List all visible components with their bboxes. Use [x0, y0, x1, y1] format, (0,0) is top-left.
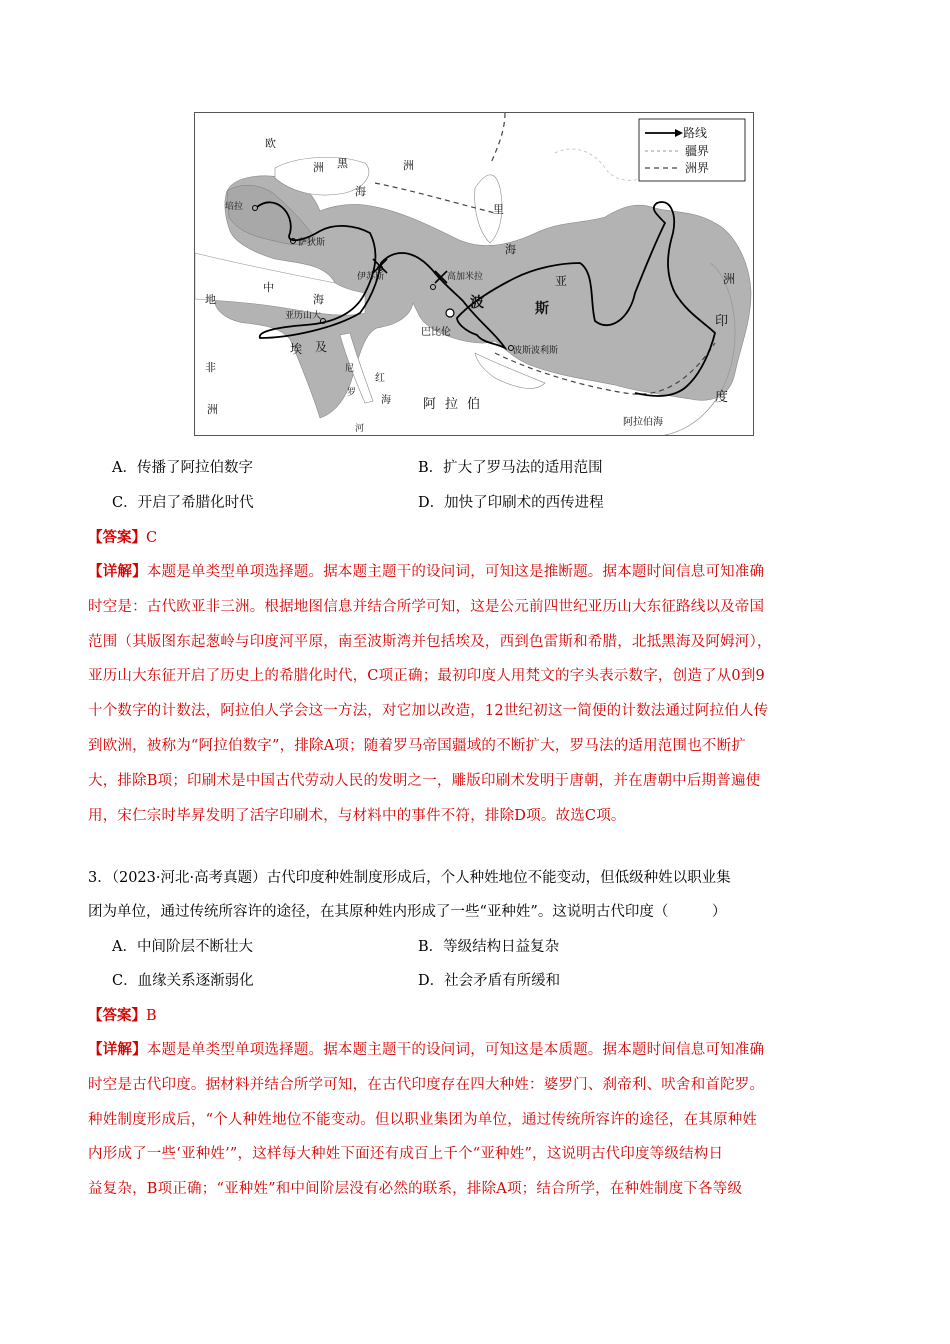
answer-value: B	[146, 1008, 157, 1024]
explanation-line: 大，排除B项；印刷术是中国古代劳动人民的发明之一，雕版印刷术发明于唐朝，并在唐朝中后期普遍使	[88, 772, 761, 789]
label-europe-2: 洲	[313, 161, 324, 174]
label-med-2: 中	[263, 281, 274, 294]
explanation-line: 范围（其版图东起葱岭与印度河平原，南至波斯湾并包括埃及，西到色雷斯和希腊，北抵黑海及阿姆河），	[88, 633, 772, 650]
label-arabia-1: 阿	[423, 397, 437, 412]
label-europe-3: 洲	[403, 159, 414, 172]
label-nile-2: 罗	[347, 388, 357, 398]
q3-stem-line-2: 团为单位，通过传统所容许的途径，在其原种姓内形成了一些“亚种姓”。这说明古代印度（ ）	[88, 904, 727, 920]
map-drawing	[195, 113, 753, 435]
explanation-line: 时空是：古代欧亚非三洲。根据地图信息并结合所学可知，这是公元前四世纪亚历山大东征路线以及帝国	[88, 598, 765, 615]
explanation-line: 到欧洲，被称为“阿拉伯数字”，排除A项；随着罗马帝国疆域的不断扩大，罗马法的适用范围也不断扩	[88, 737, 746, 754]
q3-answer	[88, 1006, 157, 1026]
label-persia-1: 波	[470, 295, 484, 311]
q3-stem-line-1: 3．（2023·河北·高考真题）古代印度种姓制度形成后，个人种姓地位不能变动，但低级种姓以职业集	[88, 870, 731, 886]
explanation-tag: 【详解】	[88, 1041, 147, 1058]
label-persia-2: 斯	[535, 301, 549, 317]
label-med-3: 海	[313, 293, 324, 306]
label-africa-2: 洲	[207, 403, 218, 416]
q3-option-a: A．中间阶层不断壮大	[112, 939, 253, 955]
label-asia-2: 洲	[723, 272, 736, 286]
explanation-line: 益复杂，B项正确；“亚种姓”和中间阶层没有必然的联系，排除A项；结合所学，在种姓制度下各等级	[88, 1181, 743, 1198]
label-india-2: 度	[715, 390, 729, 405]
label-india-1: 印	[715, 314, 729, 329]
label-caspian-1: 里	[493, 203, 504, 216]
label-egypt-2: 及	[315, 340, 328, 354]
legend-route-label: 路线	[683, 126, 708, 140]
babylon-marker	[446, 309, 454, 317]
explanation-line: 用，宋仁宗时毕昇发明了活字印刷术，与材料中的事件不符，排除D项。故选C项。	[88, 807, 626, 824]
explanation-line: 【详解】本题是单类型单项选择题。据本题主题干的设问词，可知这是推断题。据本题时间信息可知准确	[88, 563, 765, 580]
label-persepolis: 波斯波利斯	[513, 346, 559, 356]
label-arabian-sea: 阿拉伯海	[623, 417, 663, 428]
label-black-sea-2: 海	[355, 185, 366, 198]
legend-continent-label: 洲界	[685, 161, 710, 175]
q3-option-b: B．等级结构日益复杂	[418, 939, 560, 955]
label-alexandria: 亚历山大	[285, 311, 322, 321]
q3-explanation	[88, 1033, 858, 1207]
label-med-1: 地	[205, 293, 216, 306]
explanation-line: 种姓制度形成后，“个人种姓地位不能变动。但以职业集团为单位，通过传统所容许的途径，在其原种姓	[88, 1111, 758, 1128]
explanation-tag: 【详解】	[88, 563, 147, 580]
explanation-line: 【详解】本题是单类型单项选择题。据本题主题干的设问词，可知这是本质题。据本题时间信息可知准确	[88, 1041, 765, 1058]
answer-tag: 【答案】	[88, 1007, 146, 1024]
answer-tag: 【答案】	[88, 529, 146, 546]
explanation-line: 十个数字的计数法，阿拉伯人学会这一方法，对它加以改造，12世纪初这一简便的计数法通过阿拉伯人传	[88, 703, 769, 720]
label-gaugamela: 高加米拉	[447, 272, 484, 282]
label-arabia-2: 拉	[445, 397, 459, 412]
q2-option-c: C．开启了希腊化时代	[112, 495, 254, 511]
alexander-campaign-map	[194, 112, 754, 436]
q2-option-d: D．加快了印刷术的西传进程	[418, 495, 604, 511]
q3-option-c: C．血缘关系逐渐弱化	[112, 973, 254, 989]
q2-option-b: B．扩大了罗马法的适用范围	[418, 460, 603, 476]
q3-option-d: D．社会矛盾有所缓和	[418, 973, 561, 989]
label-africa-1: 非	[205, 361, 216, 374]
label-babylon: 巴比伦	[421, 327, 451, 338]
explanation-line: 时空是古代印度。据材料并结合所学可知，在古代印度存在四大种姓：婆罗门、刹帝利、吠舍和首陀罗。	[88, 1076, 765, 1093]
answer-value: C	[146, 530, 158, 546]
q2-explanation	[88, 555, 858, 833]
label-pella: 培拉	[225, 202, 244, 212]
explanation-line: 亚历山大东征开启了历史上的希腊化时代，C项正确；最初印度人用梵文的字头表示数字，创造了从0到9	[88, 668, 765, 685]
label-egypt-1: 埃	[290, 342, 303, 356]
label-asia-1: 亚	[555, 274, 568, 288]
label-europe-1: 欧	[265, 137, 276, 150]
label-issus: 伊苏斯	[357, 272, 385, 282]
label-sardis: 萨狄斯	[298, 238, 326, 248]
label-red-sea-1: 红	[375, 373, 385, 384]
q2-answer	[88, 528, 157, 548]
label-black-sea-1: 黑	[337, 157, 348, 170]
label-red-sea-2: 海	[381, 395, 391, 406]
explanation-line: 内形成了一些‘亚种姓’”，这样每大种姓下面还有成百上千个“亚种姓”，这说明古代印度等级结构日	[88, 1146, 724, 1163]
label-river: 河	[355, 424, 365, 434]
label-caspian-2: 海	[505, 243, 516, 256]
q2-option-a: A．传播了阿拉伯数字	[112, 460, 253, 476]
label-arabia-3: 伯	[467, 397, 481, 412]
frontier-line	[555, 149, 650, 180]
legend-border-label: 疆界	[685, 144, 710, 158]
label-nile-1: 尼	[345, 364, 355, 374]
